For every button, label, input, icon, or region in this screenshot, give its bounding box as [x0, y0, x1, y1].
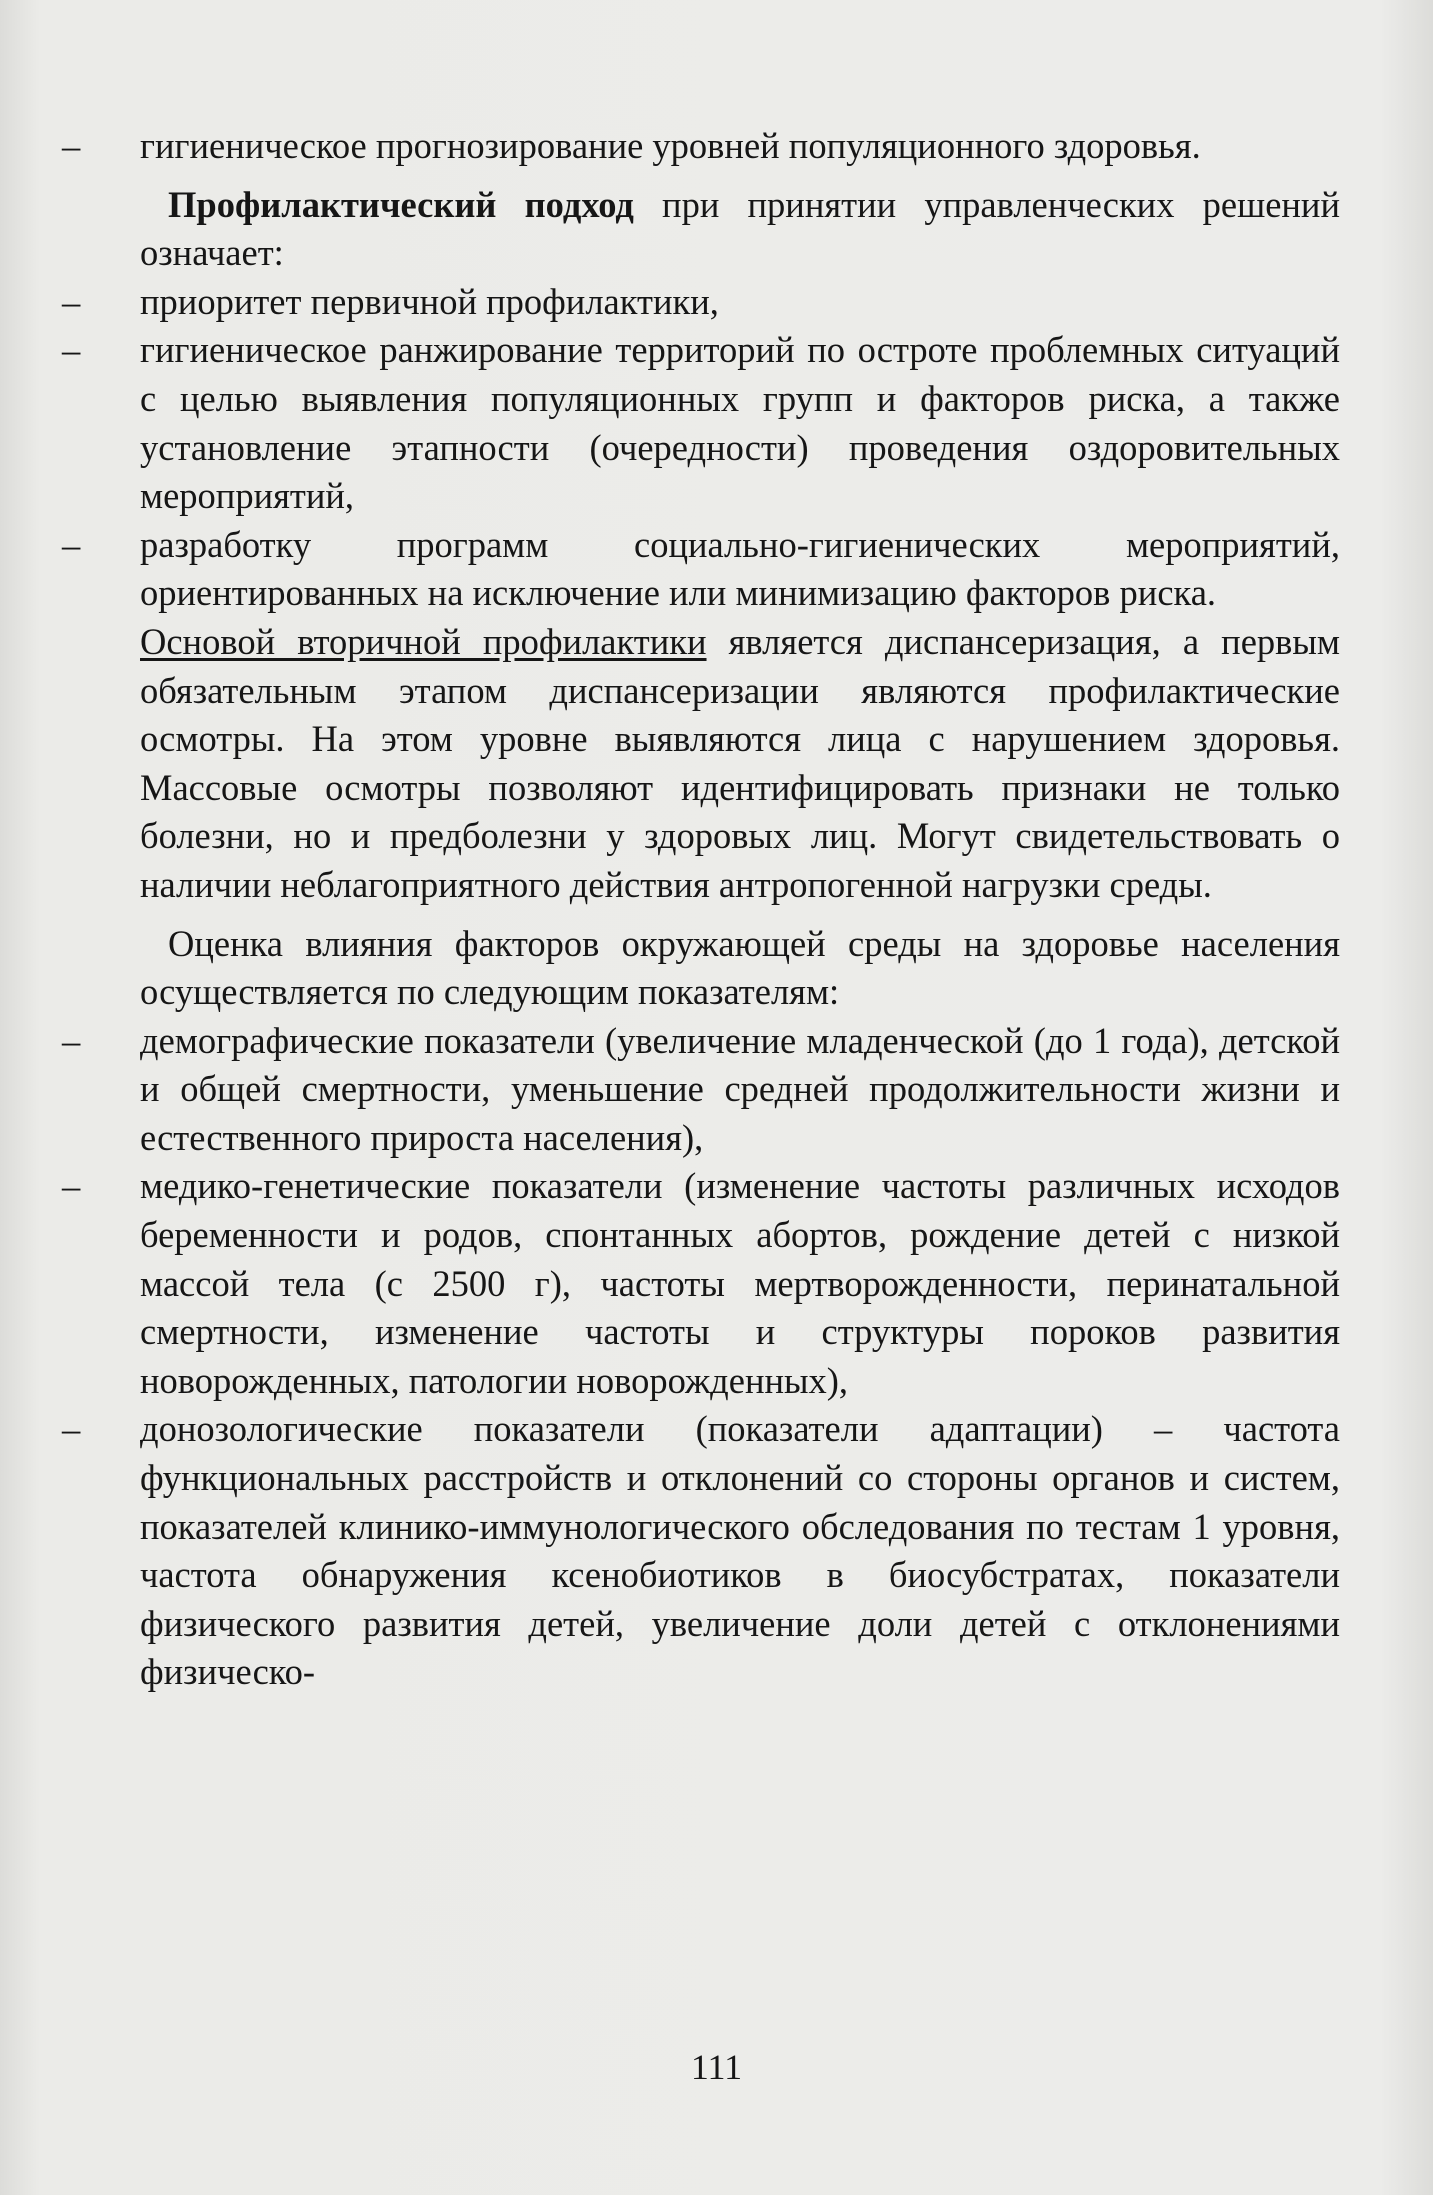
list-dash: – — [62, 1019, 81, 1061]
list-item — [62, 278, 1340, 327]
list-item-text: гигиеническое прогнозирование уровней популяционного здоровья. — [140, 125, 1201, 166]
list-dash: – — [62, 280, 81, 322]
list-item — [62, 1405, 1340, 1697]
list-dash: – — [62, 125, 81, 166]
list-dash: – — [62, 1408, 81, 1450]
list-dash: – — [62, 329, 81, 371]
list-item-text: приоритет первичной профилактики, — [140, 280, 719, 322]
paragraph-text: при принятии управленческих решений означает: — [140, 183, 1340, 274]
list-item — [62, 1017, 1340, 1163]
preventive-approach-paragraph — [140, 181, 1340, 278]
list-item — [62, 521, 1340, 618]
list-item-text: демографические показатели (увеличение младенческой (до 1 года), детской и общей смертности, уменьшение средней продолжительности жизни и естественного прироста населения), — [140, 1019, 1340, 1158]
paragraph-text: является диспансеризация, а первым обязательным этапом диспансеризации являются профилактические осмотры. На этом уровне выявляются лица с нарушением здоровья. Массовые осмотры позволяют идентифицировать признаки не только болезни, но и предболезни у здоровых лиц. Могут свидетельствовать о наличии неблагоприятного действия антропогенной нагрузки среды. — [140, 620, 1340, 905]
list-item — [62, 122, 1340, 171]
assessment-paragraph: Оценка влияния факторов окружающей среды на здоровье населения осуществляется по следующим показателям: — [140, 922, 1340, 1013]
list-item-text: донозологические показатели (показатели адаптации) – частота функциональных расстройств и отклонений со стороны органов и систем, показателей клинико-иммунологического обследования по тестам 1 уровня, частота обнаружения ксенобиотиков в биосубстратах, показатели физического развития детей, увеличение доли детей с отклонениями физическо- — [140, 1408, 1340, 1693]
secondary-prevention-paragraph — [140, 618, 1340, 910]
list-item — [62, 1162, 1340, 1405]
underlined-term: Основой вторичной профилактики — [140, 620, 707, 662]
list-dash: – — [62, 1165, 81, 1207]
page-number: 111 — [690, 2047, 743, 2087]
list-item-text: гигиеническое ранжирование территорий по остроте проблемных ситуаций с целью выявления популяционных групп и факторов риска, а также установление этапности (очередности) проведения оздоровительных мероприятий, — [140, 329, 1340, 517]
list-item — [62, 326, 1340, 520]
list-item-text: разработку программ социально-гигиенических мероприятий, ориентированных на исключение или минимизацию факторов риска. — [140, 523, 1340, 614]
list-dash: – — [62, 523, 81, 565]
list-item-text: медико-генетические показатели (изменение частоты различных исходов беременности и родов, спонтанных абортов, рождение детей с низкой массой тела (с 2500 г), частоты мертворожденности, перинатальной смертности, изменение частоты и структуры пороков развития новорожденных, патологии новорожденных), — [140, 1165, 1340, 1401]
page-body — [62, 122, 1340, 1697]
bold-term: Профилактический подход — [168, 183, 634, 225]
